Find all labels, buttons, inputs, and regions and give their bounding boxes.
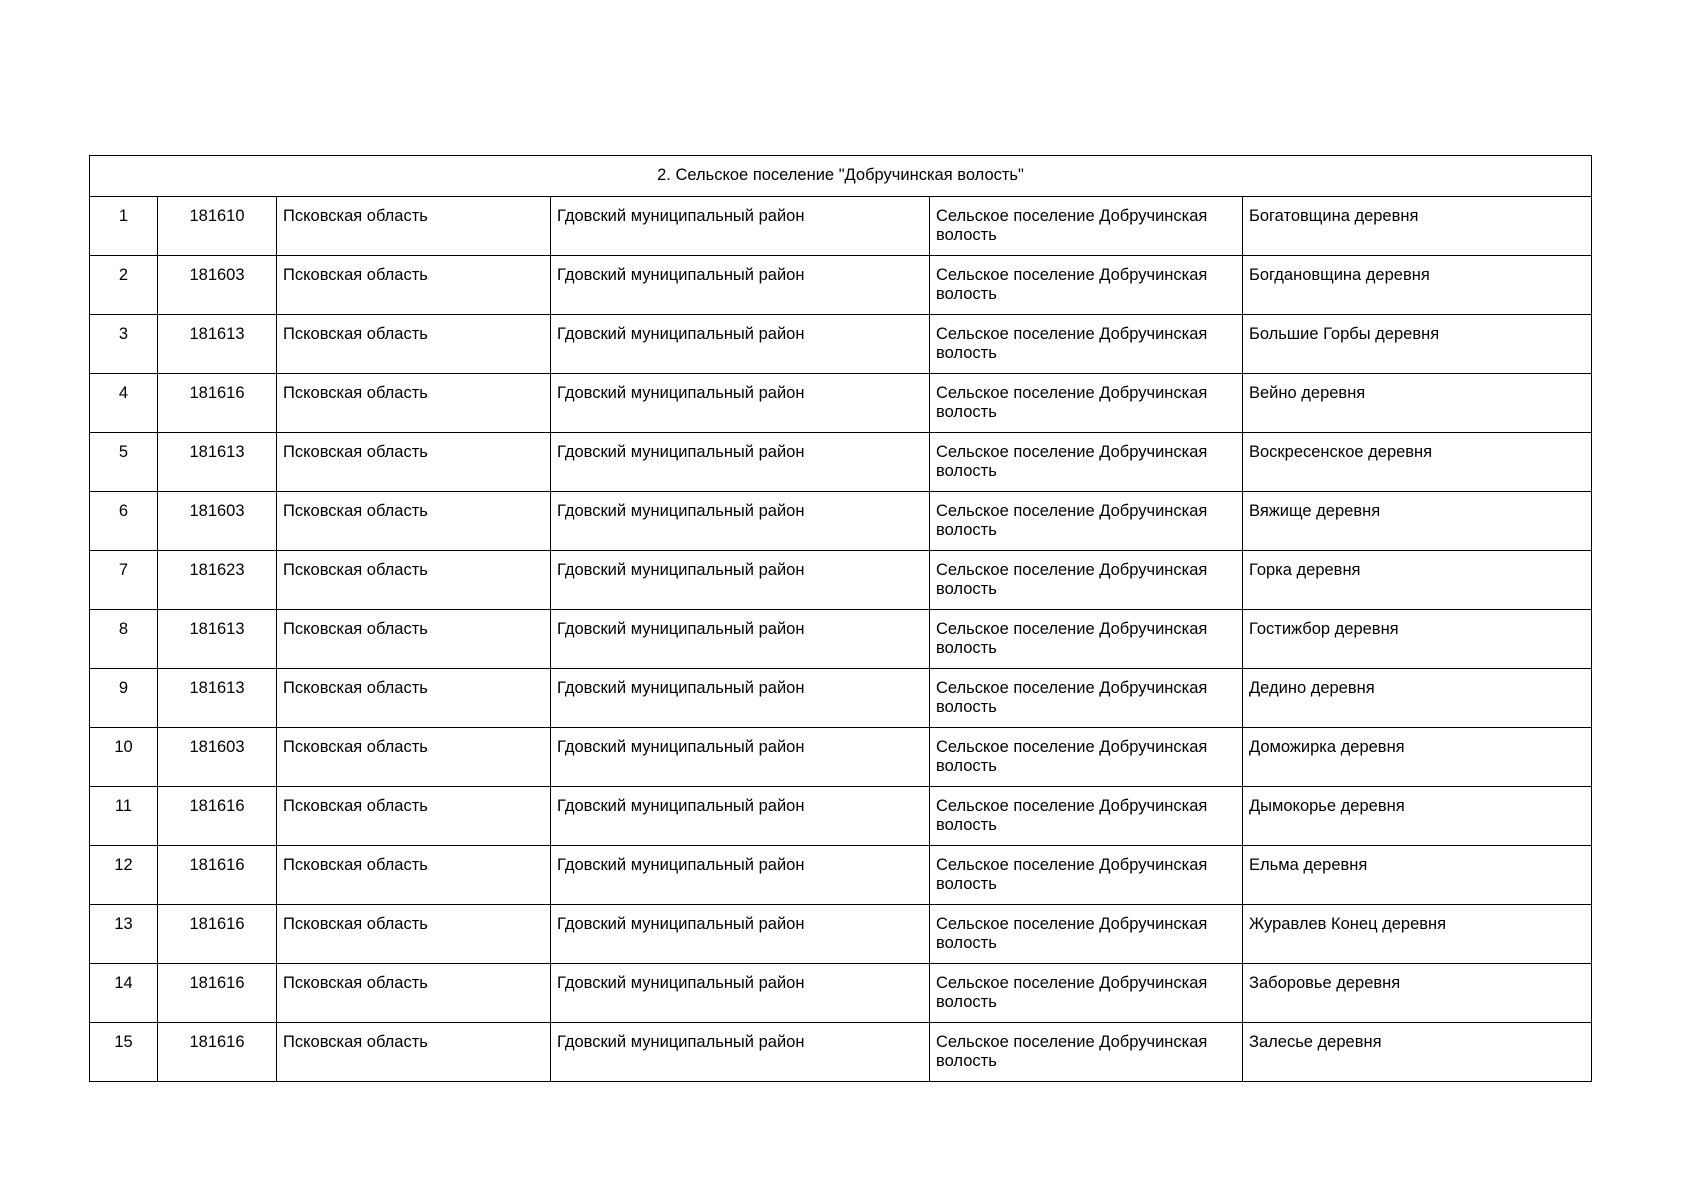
postal-code: 181603 (158, 492, 277, 551)
district-cell: Гдовский муниципальный район (551, 787, 930, 846)
table-row (90, 256, 1592, 315)
district-cell: Гдовский муниципальный район (551, 256, 930, 315)
table-row (90, 1023, 1592, 1082)
region-cell: Псковская область (277, 433, 551, 492)
region-cell: Псковская область (277, 728, 551, 787)
region-cell: Псковская область (277, 374, 551, 433)
table-body (90, 156, 1592, 1082)
row-number: 14 (90, 964, 158, 1023)
row-number: 11 (90, 787, 158, 846)
row-number: 6 (90, 492, 158, 551)
row-number: 2 (90, 256, 158, 315)
row-number: 7 (90, 551, 158, 610)
settlement-cell: Сельское поселение Добручинская волость (930, 315, 1243, 374)
settlement-cell: Сельское поселение Добручинская волость (930, 728, 1243, 787)
region-cell: Псковская область (277, 787, 551, 846)
region-cell: Псковская область (277, 669, 551, 728)
district-cell: Гдовский муниципальный район (551, 551, 930, 610)
settlements-table (89, 155, 1592, 1082)
locality-cell: Дымокорье деревня (1243, 787, 1592, 846)
region-cell: Псковская область (277, 256, 551, 315)
locality-cell: Богдановщина деревня (1243, 256, 1592, 315)
locality-cell: Гостижбор деревня (1243, 610, 1592, 669)
table-row (90, 433, 1592, 492)
settlement-cell: Сельское поселение Добручинская волость (930, 905, 1243, 964)
postal-code: 181623 (158, 551, 277, 610)
table-row (90, 669, 1592, 728)
district-cell: Гдовский муниципальный район (551, 905, 930, 964)
district-cell: Гдовский муниципальный район (551, 315, 930, 374)
row-number: 9 (90, 669, 158, 728)
table-row (90, 197, 1592, 256)
table-row (90, 846, 1592, 905)
table-row (90, 315, 1592, 374)
postal-code: 181613 (158, 433, 277, 492)
row-number: 13 (90, 905, 158, 964)
postal-code: 181613 (158, 315, 277, 374)
table-row (90, 492, 1592, 551)
region-cell: Псковская область (277, 197, 551, 256)
postal-code: 181616 (158, 787, 277, 846)
postal-code: 181616 (158, 846, 277, 905)
row-number: 12 (90, 846, 158, 905)
settlement-cell: Сельское поселение Добручинская волость (930, 1023, 1243, 1082)
locality-cell: Большие Горбы деревня (1243, 315, 1592, 374)
settlement-cell: Сельское поселение Добручинская волость (930, 964, 1243, 1023)
region-cell: Псковская область (277, 964, 551, 1023)
region-cell: Псковская область (277, 551, 551, 610)
region-cell: Псковская область (277, 846, 551, 905)
locality-cell: Ельма деревня (1243, 846, 1592, 905)
settlement-cell: Сельское поселение Добручинская волость (930, 256, 1243, 315)
locality-cell: Горка деревня (1243, 551, 1592, 610)
district-cell: Гдовский муниципальный район (551, 669, 930, 728)
settlement-cell: Сельское поселение Добручинская волость (930, 492, 1243, 551)
row-number: 15 (90, 1023, 158, 1082)
table-row (90, 728, 1592, 787)
table-row (90, 610, 1592, 669)
district-cell: Гдовский муниципальный район (551, 728, 930, 787)
region-cell: Псковская область (277, 315, 551, 374)
postal-code: 181616 (158, 374, 277, 433)
row-number: 10 (90, 728, 158, 787)
district-cell: Гдовский муниципальный район (551, 1023, 930, 1082)
table-row (90, 905, 1592, 964)
locality-cell: Богатовщина деревня (1243, 197, 1592, 256)
settlement-cell: Сельское поселение Добручинская волость (930, 669, 1243, 728)
row-number: 8 (90, 610, 158, 669)
row-number: 1 (90, 197, 158, 256)
postal-code: 181616 (158, 964, 277, 1023)
settlement-cell: Сельское поселение Добручинская волость (930, 787, 1243, 846)
region-cell: Псковская область (277, 492, 551, 551)
table-row (90, 787, 1592, 846)
table-row (90, 374, 1592, 433)
locality-cell: Заборовье деревня (1243, 964, 1592, 1023)
district-cell: Гдовский муниципальный район (551, 492, 930, 551)
settlement-cell: Сельское поселение Добручинская волость (930, 374, 1243, 433)
region-cell: Псковская область (277, 905, 551, 964)
row-number: 4 (90, 374, 158, 433)
row-number: 5 (90, 433, 158, 492)
section-title-row (90, 156, 1592, 197)
postal-code: 181603 (158, 256, 277, 315)
settlement-cell: Сельское поселение Добручинская волость (930, 846, 1243, 905)
settlement-cell: Сельское поселение Добручинская волость (930, 551, 1243, 610)
district-cell: Гдовский муниципальный район (551, 846, 930, 905)
postal-code: 181603 (158, 728, 277, 787)
postal-code: 181613 (158, 669, 277, 728)
district-cell: Гдовский муниципальный район (551, 964, 930, 1023)
locality-cell: Воскресенское деревня (1243, 433, 1592, 492)
postal-code: 181613 (158, 610, 277, 669)
settlement-cell: Сельское поселение Добручинская волость (930, 433, 1243, 492)
locality-cell: Вейно деревня (1243, 374, 1592, 433)
postal-code: 181616 (158, 905, 277, 964)
locality-cell: Вяжище деревня (1243, 492, 1592, 551)
settlement-cell: Сельское поселение Добручинская волость (930, 610, 1243, 669)
district-cell: Гдовский муниципальный район (551, 433, 930, 492)
locality-cell: Дедино деревня (1243, 669, 1592, 728)
locality-cell: Журавлев Конец деревня (1243, 905, 1592, 964)
district-cell: Гдовский муниципальный район (551, 610, 930, 669)
district-cell: Гдовский муниципальный район (551, 197, 930, 256)
row-number: 3 (90, 315, 158, 374)
table-row (90, 551, 1592, 610)
table-row (90, 964, 1592, 1023)
section-title: 2. Сельское поселение "Добручинская волость" (90, 156, 1592, 197)
region-cell: Псковская область (277, 1023, 551, 1082)
district-cell: Гдовский муниципальный район (551, 374, 930, 433)
settlement-cell: Сельское поселение Добручинская волость (930, 197, 1243, 256)
postal-code: 181610 (158, 197, 277, 256)
postal-code: 181616 (158, 1023, 277, 1082)
locality-cell: Залесье деревня (1243, 1023, 1592, 1082)
locality-cell: Доможирка деревня (1243, 728, 1592, 787)
region-cell: Псковская область (277, 610, 551, 669)
